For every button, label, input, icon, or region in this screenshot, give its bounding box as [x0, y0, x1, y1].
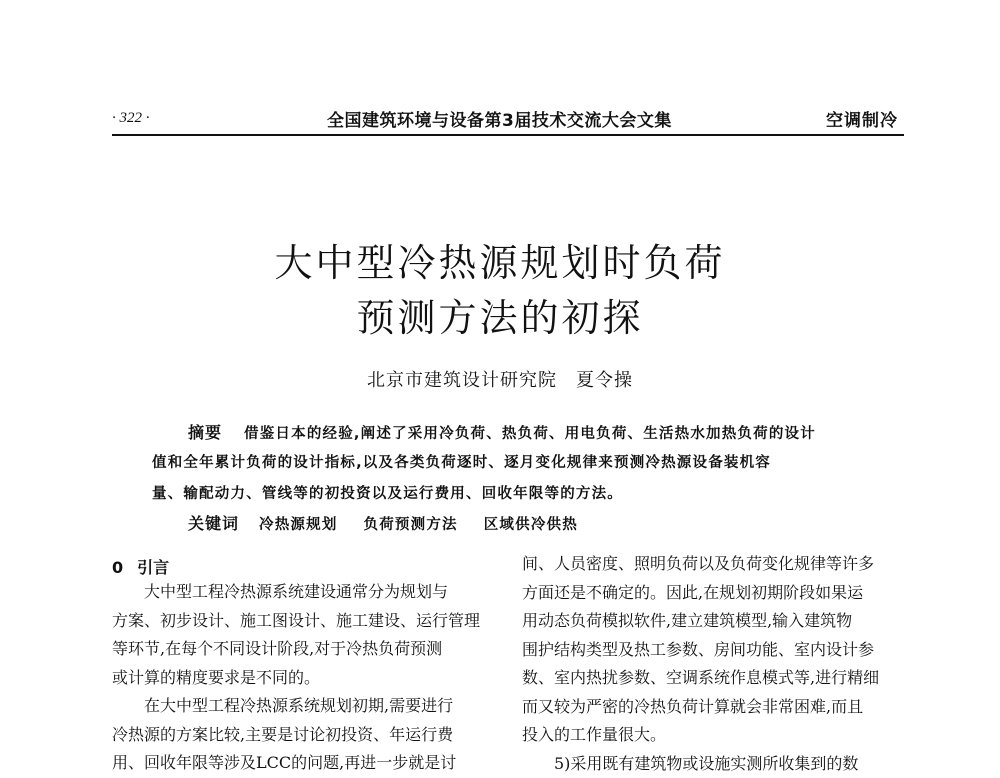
abstract-line-2: 值和全年累计负荷的设计指标,以及各类负荷逐时、逐月变化规律来预测冷热源设备装机容: [152, 451, 771, 472]
keyword: 区域供冷供热: [484, 517, 578, 533]
abstract-text: 借鉴日本的经验,阐述了采用冷负荷、热负荷、用电负荷、生活热水加热负荷的设计: [244, 426, 816, 442]
page-header: [112, 104, 904, 132]
abstract-line-1: [188, 420, 816, 443]
paragraph-line: 方案、初步设计、施工图设计、施工建设、运行管理: [112, 607, 492, 636]
section-heading: [112, 555, 183, 578]
paragraph-line: 大中型工程冷热源系统建设通常分为规划与: [112, 578, 492, 607]
abstract-line-3: 量、输配动力、管线等的初投资以及运行费用、回收年限等的方法。: [152, 482, 623, 503]
journal-title: 全国建筑环境与设备第3届技术交流大会文集: [327, 106, 672, 131]
right-column: [522, 550, 904, 778]
paper-title-line-2: 预测方法的初探: [0, 287, 1000, 342]
keywords-label: 关键词: [188, 514, 239, 533]
paragraph-line: 数、室内热扰参数、空调系统作息模式等,进行精细: [522, 664, 904, 693]
paragraph-line: 围护结构类型及热工参数、房间功能、室内设计参: [522, 636, 904, 665]
paragraph-line: 方面还是不确定的。因此,在规划初期阶段如果运: [522, 579, 904, 608]
abstract-label: 摘要: [188, 423, 222, 442]
page-number: · 322 ·: [112, 110, 150, 127]
paragraph-line: 用、回收年限等涉及LCC的问题,再进一步就是讨: [112, 749, 492, 778]
header-rule: [112, 134, 904, 136]
author-affiliation: 北京市建筑设计研究院 夏令操: [0, 366, 1000, 392]
left-column: [112, 578, 492, 778]
section-title: 引言: [137, 558, 169, 577]
section-label: 空调制冷: [826, 106, 898, 131]
paragraph-line: 等环节,在每个不同设计阶段,对于冷热负荷预测: [112, 635, 492, 664]
paragraph-line: 冷热源的方案比较,主要是讨论初投资、年运行费: [112, 721, 492, 750]
paragraph-line: 5)采用既有建筑物或设施实测所收集到的数: [522, 750, 904, 778]
paragraph-line: 用动态负荷模拟软件,建立建筑模型,输入建筑物: [522, 607, 904, 636]
paragraph-line: 投入的工作量很大。: [522, 721, 904, 750]
keyword: 负荷预测方法: [364, 517, 458, 533]
paragraph-line: 间、人员密度、照明负荷以及负荷变化规律等许多: [522, 550, 904, 579]
paragraph-line: 或计算的精度要求是不同的。: [112, 664, 492, 693]
paragraph-line: 在大中型工程冷热源系统规划初期,需要进行: [112, 692, 492, 721]
keyword: 冷热源规划: [259, 517, 338, 533]
keywords-line: [188, 511, 578, 534]
paragraph-line: 而又较为严密的冷热负荷计算就会非常困难,而且: [522, 693, 904, 722]
paper-title-line-1: 大中型冷热源规划时负荷: [0, 232, 1000, 287]
section-number: 0: [112, 558, 123, 577]
